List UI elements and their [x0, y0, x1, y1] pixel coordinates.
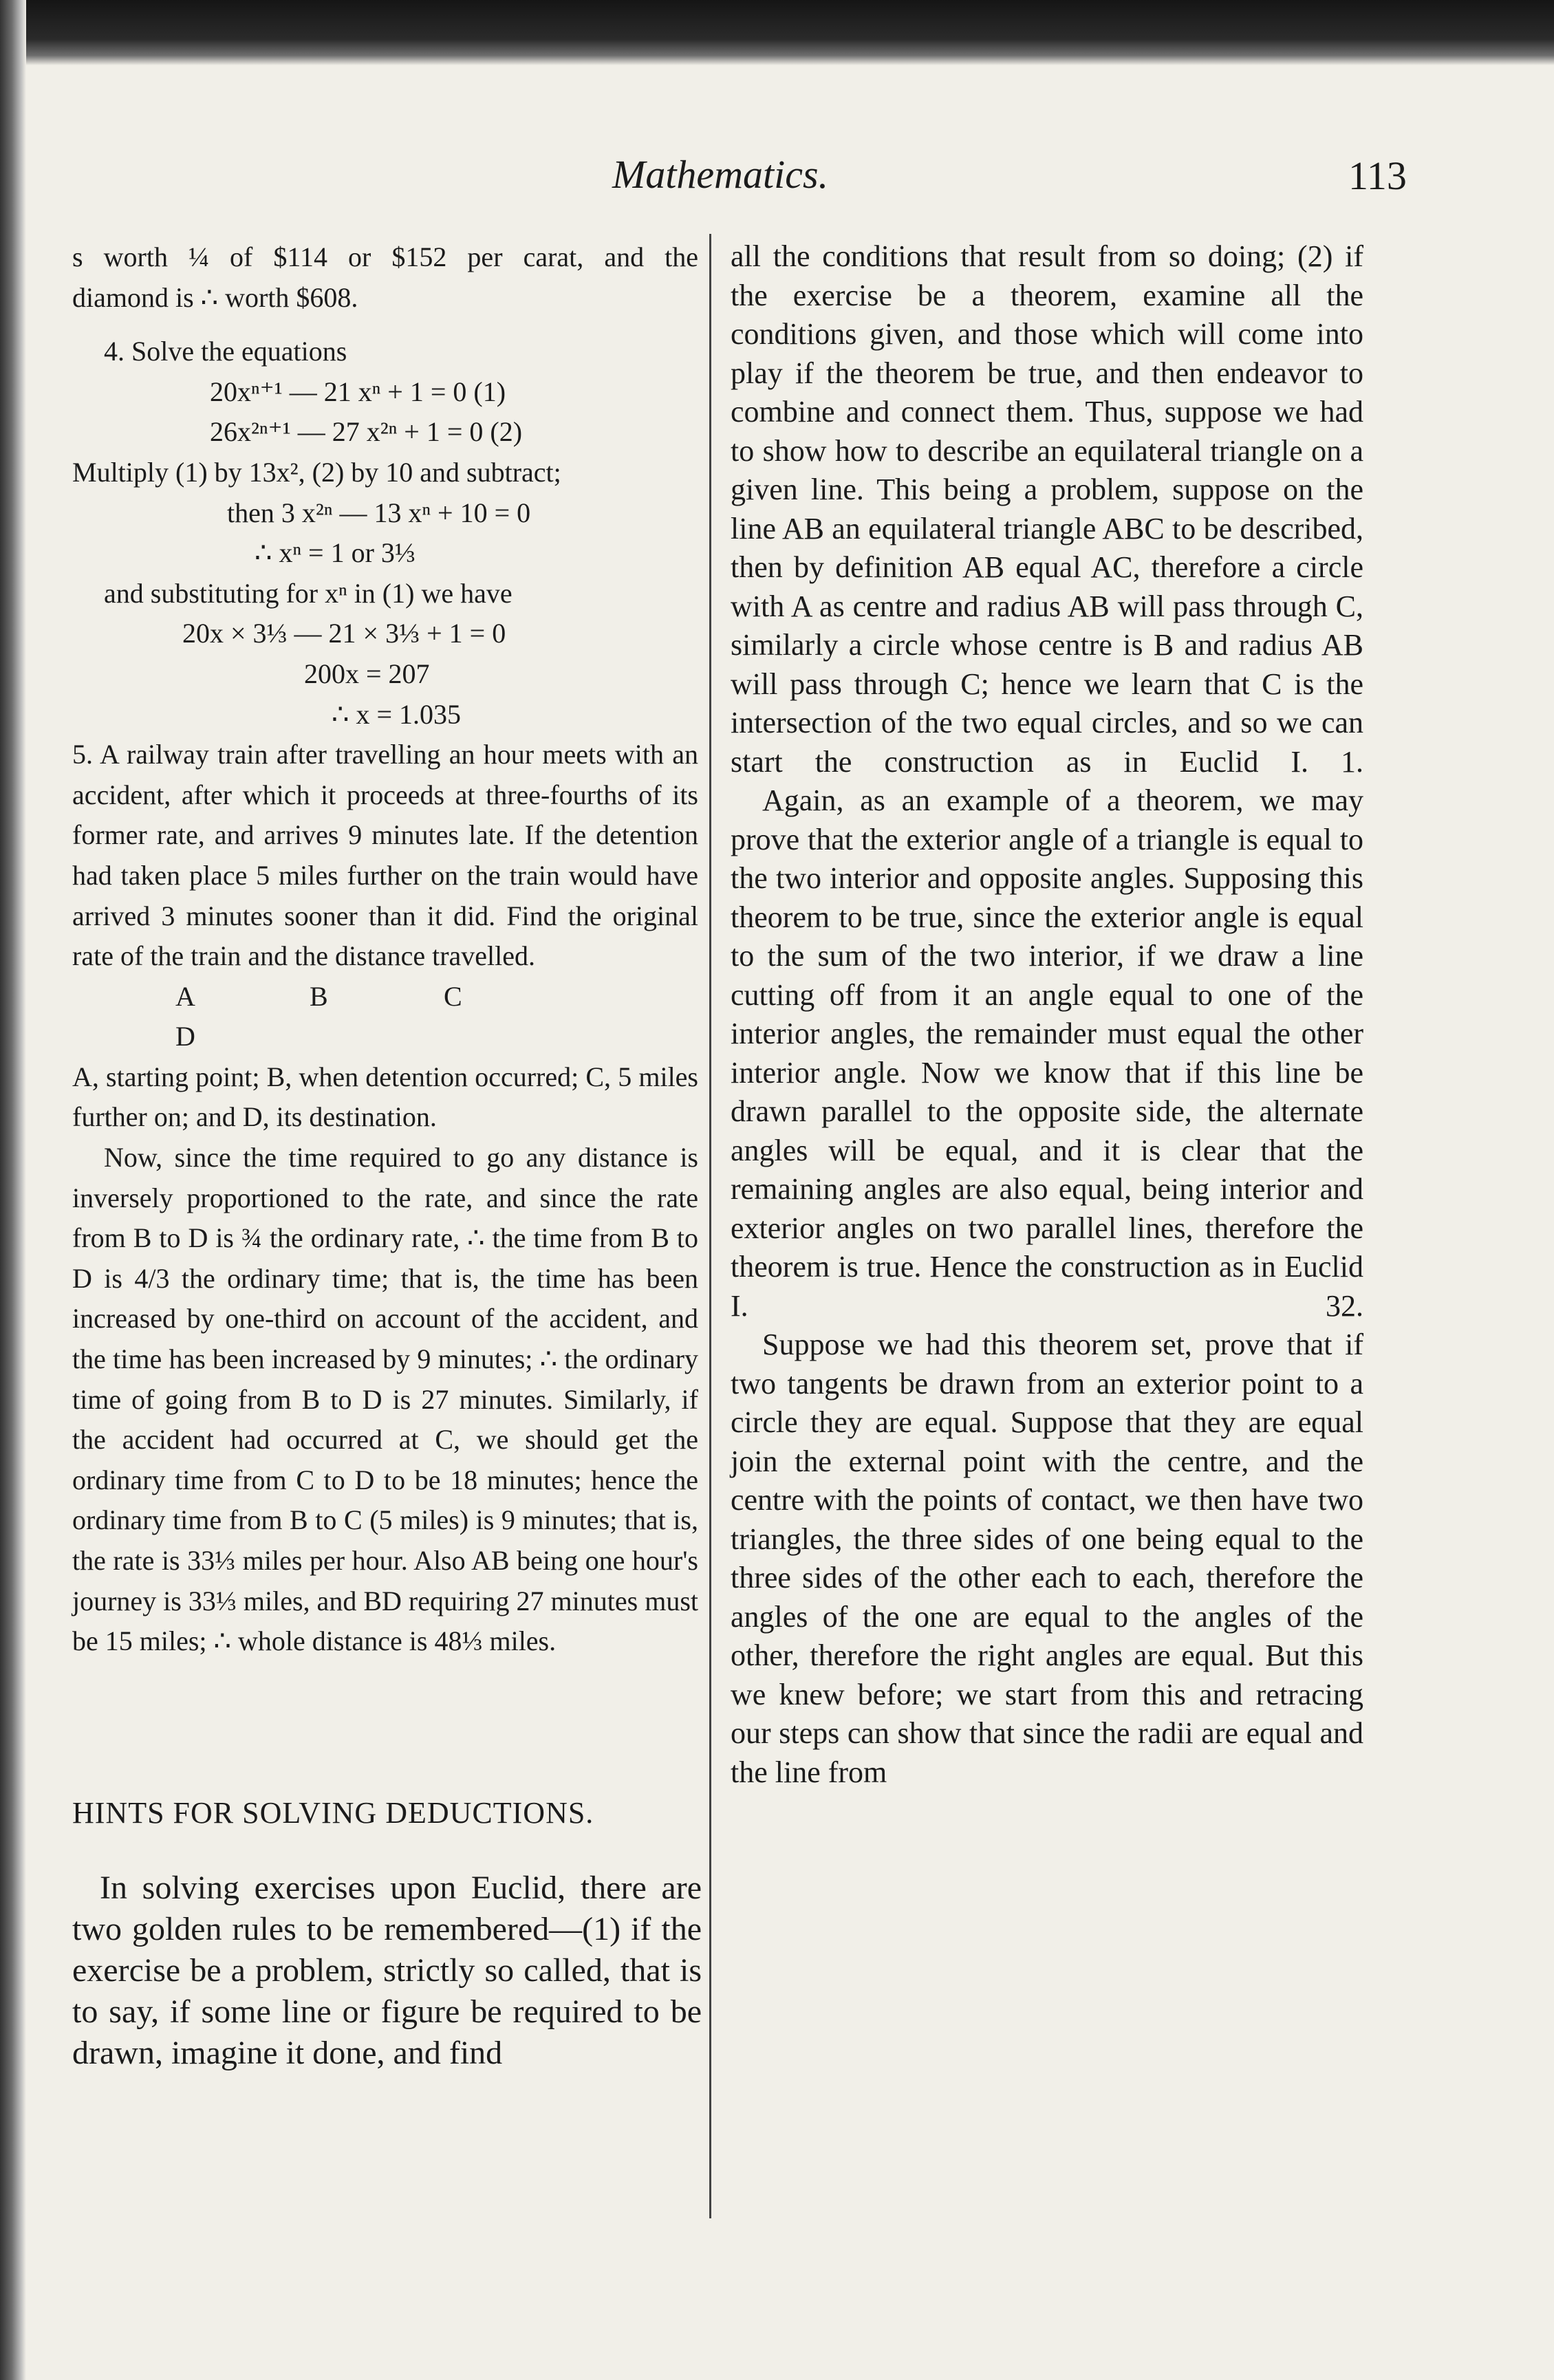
multiply-line: Multiply (1) by 13x², (2) by 10 and subtract;: [72, 456, 561, 488]
points-diagram: [72, 977, 698, 1057]
intro-line-1: s worth ¼ of $114 or $152 per carat, and the: [72, 241, 698, 272]
equation-3: then 3 x²ⁿ — 13 xⁿ + 10 = 0: [227, 497, 531, 528]
problem-4-heading: 4. Solve the equations: [104, 336, 347, 367]
equation-1: 20xⁿ⁺¹ — 21 xⁿ + 1 = 0 (1): [210, 376, 506, 407]
scan-top-edge: [0, 0, 1554, 65]
column-divider: [709, 234, 711, 2218]
right-paragraph-1: all the conditions that result from so doing; (2) if the exercise be a theorem, examine all the conditions given, and those which will come into play if the theorem be true, and then endeavor to combine and connect them. Thus, suppose we had to show how to describe an equilateral triangle on a given line. This being a problem, suppose on the line AB an equilateral triangle ABC to be described, then by definition AB equal AC, therefore a circle with A as centre and radius AB will pass through C, similarly a circle whose centre is B and radius AB will pass through C; hence we learn that C is the intersection of the two equal circles, and so we can start the construction as in Euclid I. 1.: [731, 239, 1363, 779]
point-b-label: B: [310, 980, 328, 1012]
equation-4: ∴ xⁿ = 1 or 3⅓: [255, 537, 416, 569]
points-description: A, starting point; B, when detention occurred; C, 5 miles further on; and D, its destination.: [72, 1061, 698, 1133]
left-column: [72, 237, 698, 1662]
page-number: 113: [1348, 153, 1407, 198]
intro-line-2: diamond is ∴ worth $608.: [72, 281, 358, 313]
substituting-line: and substituting for xⁿ in (1) we have: [104, 577, 512, 609]
hints-paragraph: In solving exercises upon Euclid, there are two golden rules to be remembered—(1) if the exercise be a problem, strictly so called, that is to say, if some line or figure be required to be drawn, imagine it done, and find: [72, 1870, 702, 2071]
point-c-label: C: [444, 980, 462, 1012]
hints-heading: HINTS FOR SOLVING DEDUCTIONS.: [72, 1796, 594, 1830]
point-a-label: A: [175, 980, 195, 1012]
right-paragraph-3: Suppose we had this theorem set, prove that if two tangents be drawn from an exterior point to a circle they are equal. Suppose that they are equal join the external point with the centre, and the centre with the points of contact, we then have two triangles, the three sides of one being equal to the three sides of the other each to each, therefore the angles of the one are equal to the angles of the other, therefore the right angles are equal. But this we knew before; we start from this and retracing our steps can show that since the radii are equal and the line from: [731, 1328, 1363, 1789]
point-d-label: D: [175, 1021, 195, 1052]
problem-5: 5. A railway train after travelling an hour meets with an accident, after which it proceeds at three-fourths of its former rate, and arrives 9 minutes late. If the detention had taken place 5 miles further on the train would have arrived 3 minutes sooner than it did. Find the original rate of the train and the distance travelled.: [72, 739, 698, 972]
equation-2: 26x²ⁿ⁺¹ — 27 x²ⁿ + 1 = 0 (2): [210, 416, 523, 448]
running-header-title: Mathematics.: [612, 152, 829, 197]
right-column: [731, 237, 1363, 1792]
scan-binding-edge: [0, 0, 26, 2380]
problem-5-solution: Now, since the time required to go any distance is inversely proportioned to the rate, and since the rate from B to D is ¾ the ordinary rate, ∴ the time from B to D is 4/3 the ordinary time; that is, the time has been increased by one-third on account of the accident, and the time has been increased by 9 minutes; ∴ the ordinary time of going from B to D is 27 minutes. Similarly, if the accident had occurred at C, we should get the ordinary time from C to D to be 18 minutes; hence the ordinary time from B to C (5 miles) is 9 minutes; that is, the rate is 33⅓ miles per hour. Also AB being one hour's journey is 33⅓ miles, and BD requiring 27 minutes must be 15 miles; ∴ whole distance is 48⅓ miles.: [72, 1142, 698, 1657]
right-paragraph-2: Again, as an example of a theorem, we may prove that the exterior angle of a triangle is equal to the two interior and opposite angles. Supposing this theorem to be true, since the exterior angle is equal to the sum of the two interior, if we draw a line cutting off from it an angle equal to one of the interior angles, the remainder must equal the other interior angle. Now we know that if this line be drawn parallel to the opposite side, the alternate angles will be equal, and it is clear that the remaining angles are also equal, being interior and exterior angles on two parallel lines, therefore the theorem is true. Hence the construction as in Euclid I. 32.: [731, 783, 1363, 1323]
equation-7: ∴ x = 1.035: [332, 698, 462, 730]
equation-5: 20x × 3⅓ — 21 × 3⅓ + 1 = 0: [182, 618, 506, 649]
equation-6: 200x = 207: [304, 658, 430, 689]
hints-paragraph-container: [72, 1868, 702, 2074]
